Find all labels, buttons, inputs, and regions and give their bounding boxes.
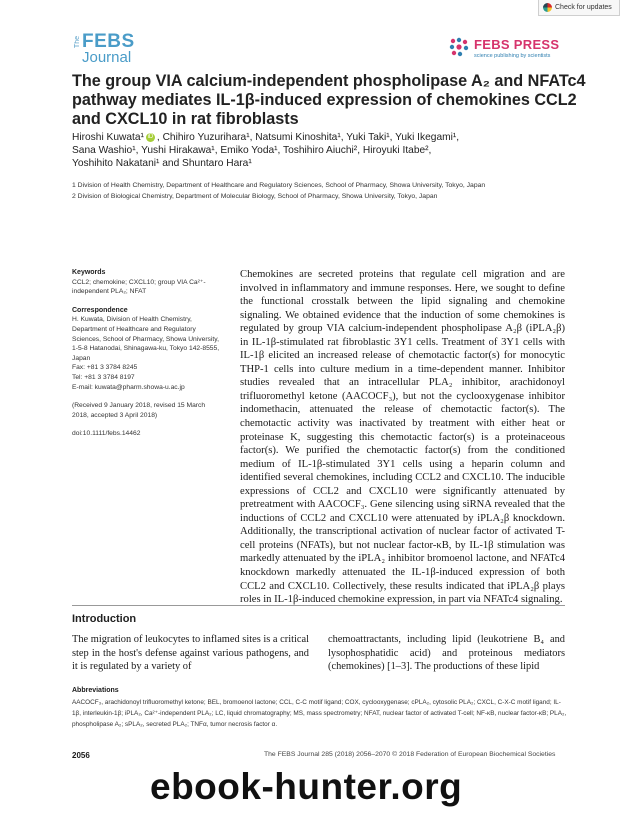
crossmark-icon — [543, 3, 552, 12]
affiliations — [72, 180, 612, 202]
journal-logo-journal: Journal — [82, 49, 132, 66]
check-updates-label: Check for updates — [555, 4, 612, 11]
introduction-heading: Introduction — [72, 613, 137, 625]
abbreviations-text: AACOCF₃, arachidonoyl trifluoromethyl ketone; BEL, bromoenol lactone; CCL, C-C motif ligand; COX, cyclooxygenase; cPLA₂, cytosolic PLA₂; CXCL, C-X-C motif ligand; IL-1β, interleukin-1β; iPLA₂, Ca²⁺-independent PLA₂; LC, liquid chromatography; MS, mass spectrometry; NFAT, nuclear factor of activated T-cell; NF-κB, nuclear factor-κB; PLA₂, phospholipase A₂; sPLA₂, secreted PLA₂; TNFα, tumor necrosis factor α. — [72, 699, 567, 728]
correspondence-address: H. Kuwata, Division of Health Chemistry, Department of Healthcare and Regulatory Sciences, School of Pharmacy, Showa University, 1-5-8 Hatanodai, Shinagawa-ku, Tokyo 142-8555, Japan — [72, 316, 220, 362]
author-list — [72, 131, 602, 171]
author-line-2: Sana Washio¹, Yushi Hirakawa¹, Emiko Yoda¹, Toshihiro Aiuchi², Hiroyuki Itabe², — [72, 145, 432, 157]
received-dates: (Received 9 January 2018, revised 15 March 2018, accepted 3 April 2018) — [72, 402, 206, 419]
doi-link[interactable]: doi:10.1111/febs.14462 — [72, 430, 141, 438]
article-sidebar — [72, 268, 222, 448]
author-first: Hiroshi Kuwata¹ — [72, 132, 144, 143]
keywords-heading: Keywords — [72, 269, 106, 276]
journal-citation: The FEBS Journal 285 (2018) 2056–2070 © 2018 Federation of European Biochemical Societies — [264, 751, 556, 758]
journal-logo-febs: FEBS — [82, 31, 135, 52]
tel-number: Tel: +81 3 3784 8197 — [72, 373, 135, 381]
keywords-text: CCL2; chemokine; CXCL10; group VIA Ca²⁺-independent PLA₂; NFAT — [72, 278, 206, 296]
author-line-3: Yoshihito Nakatani¹ and Shuntaro Hara¹ — [72, 158, 252, 170]
email-link[interactable]: E-mail: kuwata@pharm.showa-u.ac.jp — [72, 383, 185, 391]
orcid-icon[interactable]: iD — [147, 133, 154, 140]
correspondence-heading: Correspondence — [72, 306, 128, 314]
introduction-column-1: The migration of leukocytes to inflamed sites is a critical step in the host's defense against various pathogens, and it is regulated by a variety of — [72, 634, 309, 673]
journal-logo-the: The — [74, 36, 81, 49]
fax-number: Fax: +81 3 3784 8245 — [72, 364, 138, 372]
section-divider — [72, 605, 565, 606]
page-number: 2056 — [72, 751, 90, 760]
check-for-updates-button[interactable] — [538, 0, 620, 16]
affiliation-2: 2 Division of Biological Chemistry, Department of Molecular Biology, School of Pharmacy, Showa University, Tokyo, Japan — [72, 193, 438, 200]
author-line-1: , Chihiro Yuzurihara¹, Natsumi Kinoshita¹, Yuki Taki¹, Yuki Ikegami¹, — [156, 132, 460, 143]
publisher-tagline: science publishing by scientists — [474, 53, 551, 59]
publisher-name: FEBS PRESS — [474, 37, 560, 52]
abbreviations-heading: Abbreviations — [72, 687, 119, 694]
abstract-text: Chemokines are secreted proteins that regulate cell migration and are involved in inflammatory and immune responses. Here, we sought to define the functional crosstalk between the lipid signaling and chemokine signaling. We obtained evidence that the induction of some chemokines is regulated by group VIA calcium-independent phospholipase A₂β (iPLA₂β) in IL-1β-stimulated rat fibroblastic 3Y1 cells. Treatment of 3Y1 cells with IL-1β elicited an increased release of chemotactic factor(s) for monocytic THP-1 cells into culture medium in a time-dependent manner. Inhibitor studies revealed that an intracellular PLA₂ inhibitor, arachidonoyl trifluoromethyl ketone (AACOCF₃), but not the cyclooxygenase inhibitor indomethacin, attenuated the release of chemotactic factor(s). The chemotactic activity was inactivated by treatment with either heat or proteinase K, suggesting this chemotactic factor(s) is a proteinaceous factor(s). We purified the chemotactic factor(s) from the conditioned medium of IL-1β-stimulated 3Y1 cells using a heparin column and identified several chemokines, including CCL2 and CXCL10. The inducible expressions of CCL2 and CXCL10 were significantly attenuated by pretreatment with AACOCF₃. Gene silencing using siRNA revealed that the inductions of CCL2 and CXCL10 were attenuated by iPLA₂β knockdown. Additionally, the transcriptional activation of nuclear factor of activated T-cell proteins (NFATs), but not nuclear factor-κB, by IL-1β stimulation was markedly attenuated by the iPLA₂ inhibitor bromoenol lactone, and NFATc4 knockdown markedly attenuated the IL-1β-induced expression of both CCL2 and CXCL10. Collectively, these results indicated that iPLA₂β plays roles in IL-1β-induced chemokine expression, in part via NFATc4 signaling. — [240, 269, 565, 606]
affiliation-1: 1 Division of Health Chemistry, Department of Healthcare and Regulatory Sciences, School of Pharmacy, Showa University, Tokyo, Japan — [72, 182, 486, 189]
article-title: The group VIA calcium-independent phospholipase A₂ and NFATc4 pathway mediates IL-1β-induced expression of chemokines CCL2 and CXCL10 in rat fibroblasts — [72, 72, 586, 128]
introduction-column-2: chemoattractants, including lipid (leukotriene B₄ and lysophosphatidic acid) and proteinous mediators (chemokines) [1–3]. The productions of these lipid — [328, 634, 565, 673]
febs-press-logo-icon — [448, 36, 470, 58]
watermark: ebook-hunter.org — [150, 766, 463, 807]
